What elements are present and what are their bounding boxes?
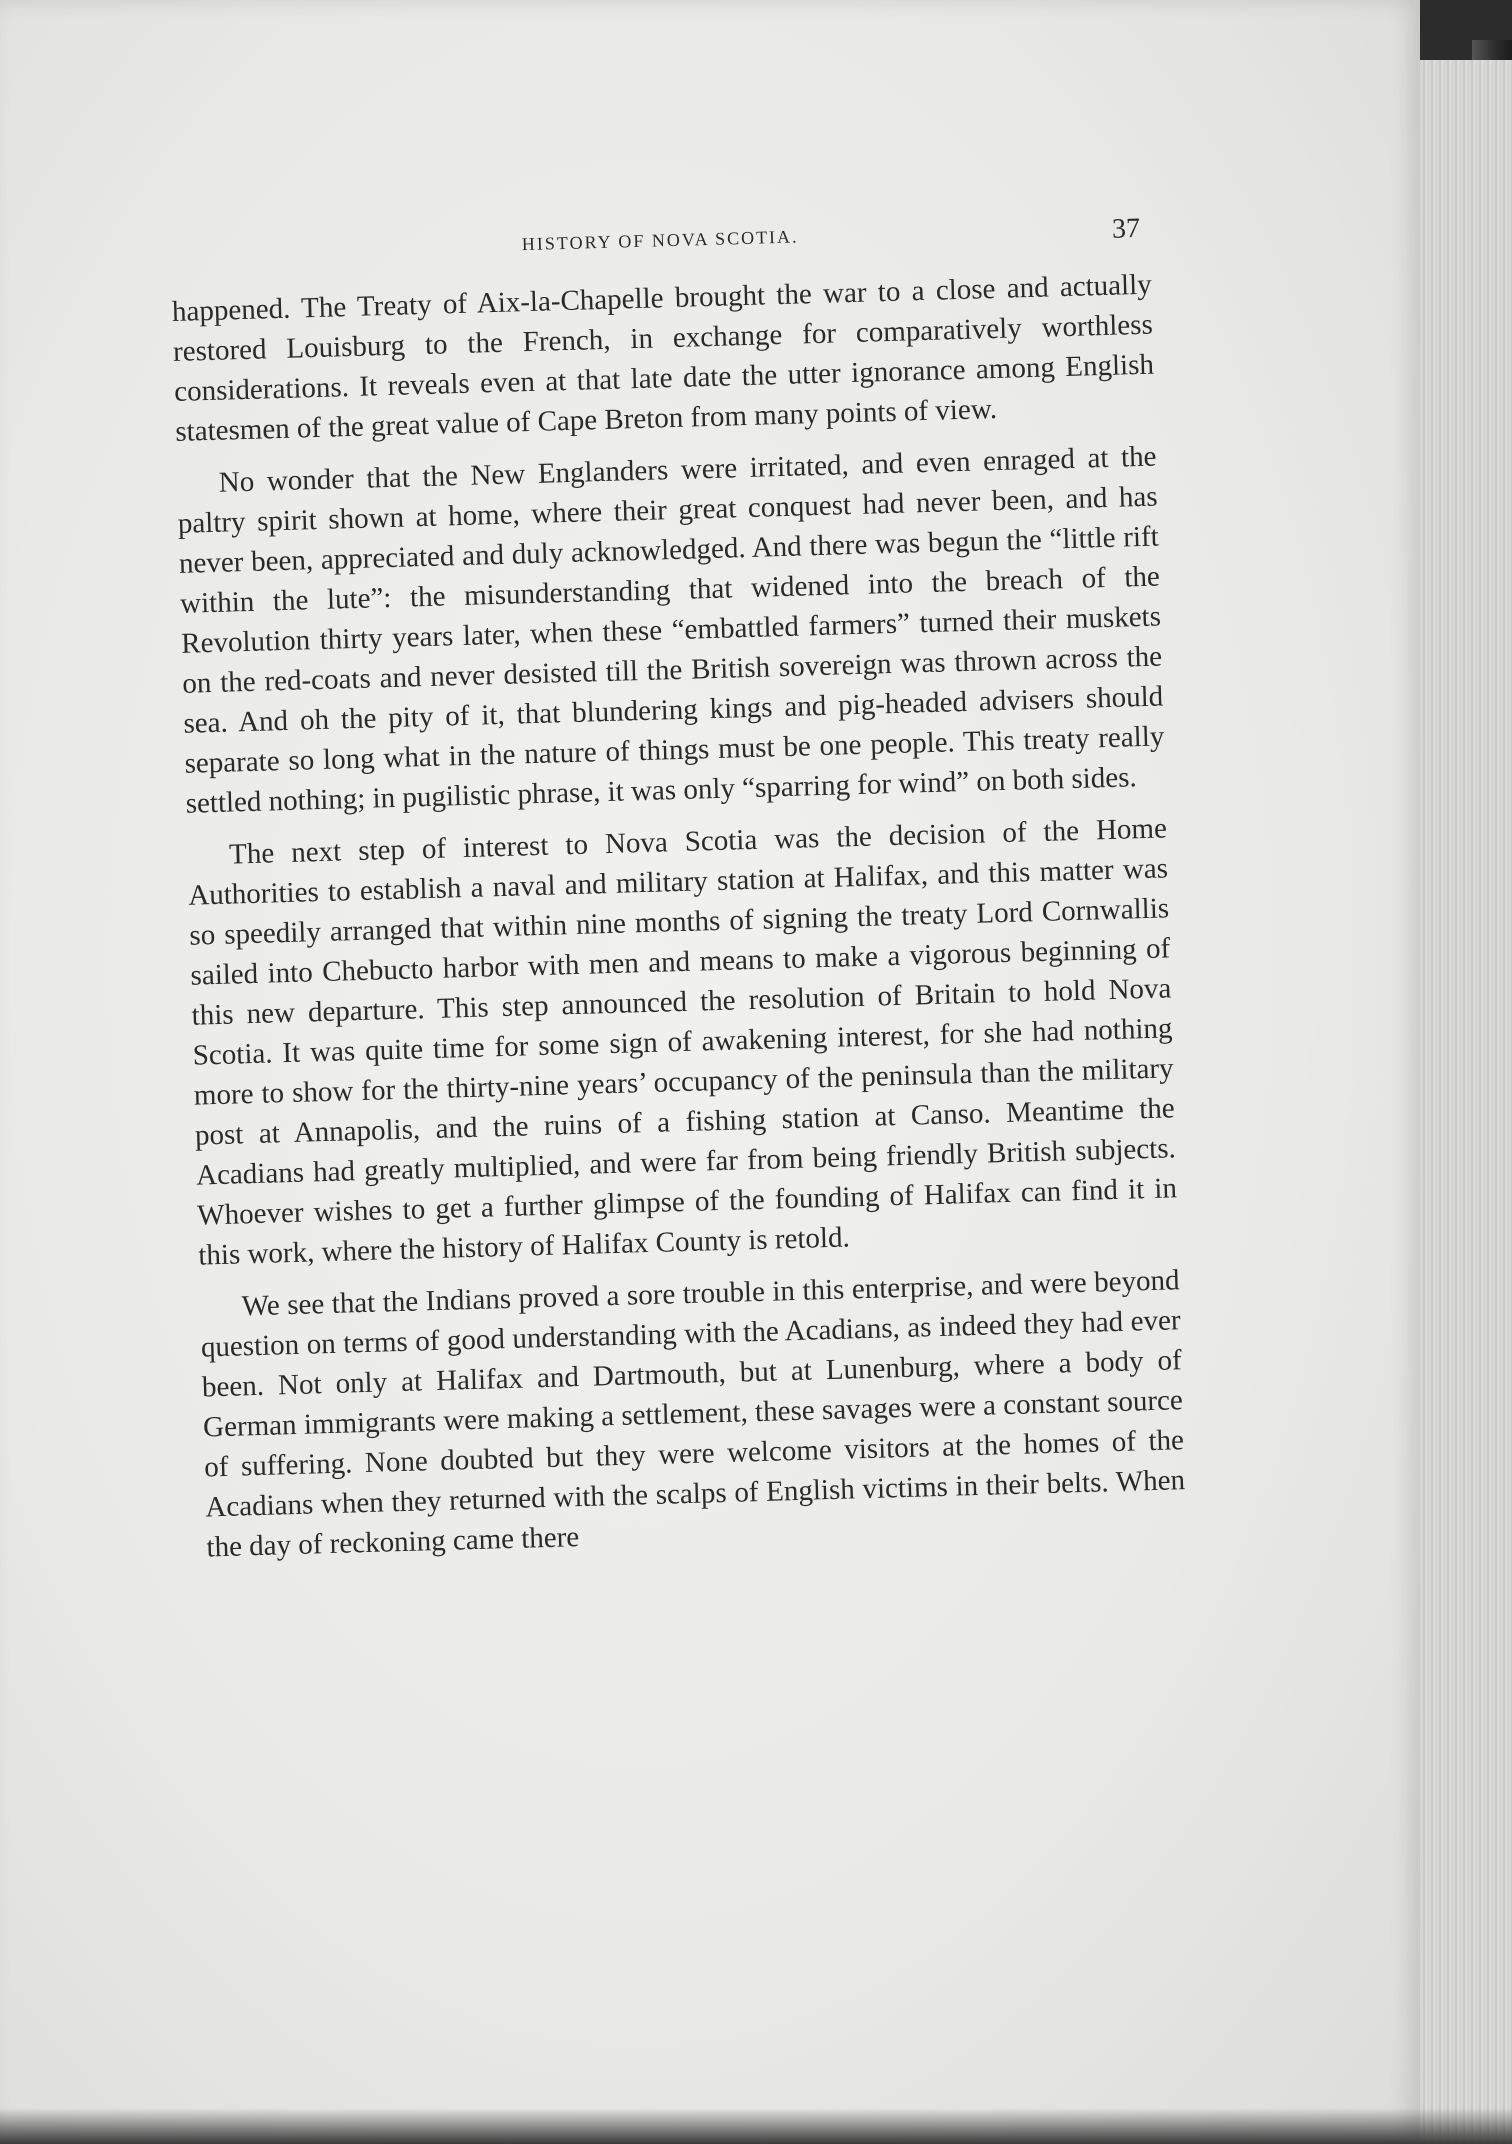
paragraph: happened. The Treaty of Aix-la-Chapelle brought the war to a close and actually restored Louisburg to the French, in exchange for comparatively worthless considerations. It reveals even at that late date the utter ignorance among English statesmen of the great value of Cape Breton from many points of view.	[171, 268, 1155, 448]
scan-bottom-shadow	[0, 2108, 1512, 2144]
paragraph: No wonder that the New Englanders were irritated, and even enraged at the paltry spirit shown at home, where their great conquest had never been, and has never been, appreciated and duly acknowledged. And there was begun the “little rift within the lute”: the misunderstanding that widened into the breach of the Revolution thirty years later, when these “embattled farmers” turned their muskets on the red-coats and never desisted till the British sovereign was thrown across the sea. And oh the pity of it, that blundering kings and pig-headed advisers should separate so long what in the nature of things must be one people. This treaty really settled nothing; in pugilistic phrase, it was only “sparring for wind” on both sides.	[177, 440, 1165, 820]
running-head-title: HISTORY OF NOVA SCOTIA.	[521, 226, 799, 255]
paragraph: We see that the Indians proved a sore trouble in this enterprise, and were beyond question on terms of good understanding with the Acadians, as indeed they had ever been. Not only at Halifax and Dartmouth, but at Lunenburg, where a body of German immigrants were making a settlement, these savages were a constant source of suffering. None doubted but they were welcome visitors at the homes of the Acadians when they returned with the scalps of English victims in their belts. When the day of reckoning came there	[200, 1264, 1186, 1564]
page-edges	[1420, 60, 1512, 2144]
page-number: 37	[1111, 212, 1141, 245]
paragraph: The next step of interest to Nova Scotia was the decision of the Home Authorities to establish a naval and military station at Halifax, and this matter was so speedily arranged that within nine months of signing the treaty Lord Cornwallis sailed into Chebucto harbor with men and means to make a vigorous beginning of this new departure. This step announced the resolution of Britain to hold Nova Scotia. It was quite time for some sign of awakening interest, for she had nothing more to show for the thirty-nine years’ occupancy of the peninsula than the military post at Annapolis, and the ruins of a fishing station at Canso. Meantime the Acadians had greatly multiplied, and were far from being friendly British subjects. Whoever wishes to get a further glimpse of the founding of Halifax can find it in this work, where the history of Halifax County is retold.	[187, 812, 1178, 1272]
text-block	[170, 213, 1187, 1580]
